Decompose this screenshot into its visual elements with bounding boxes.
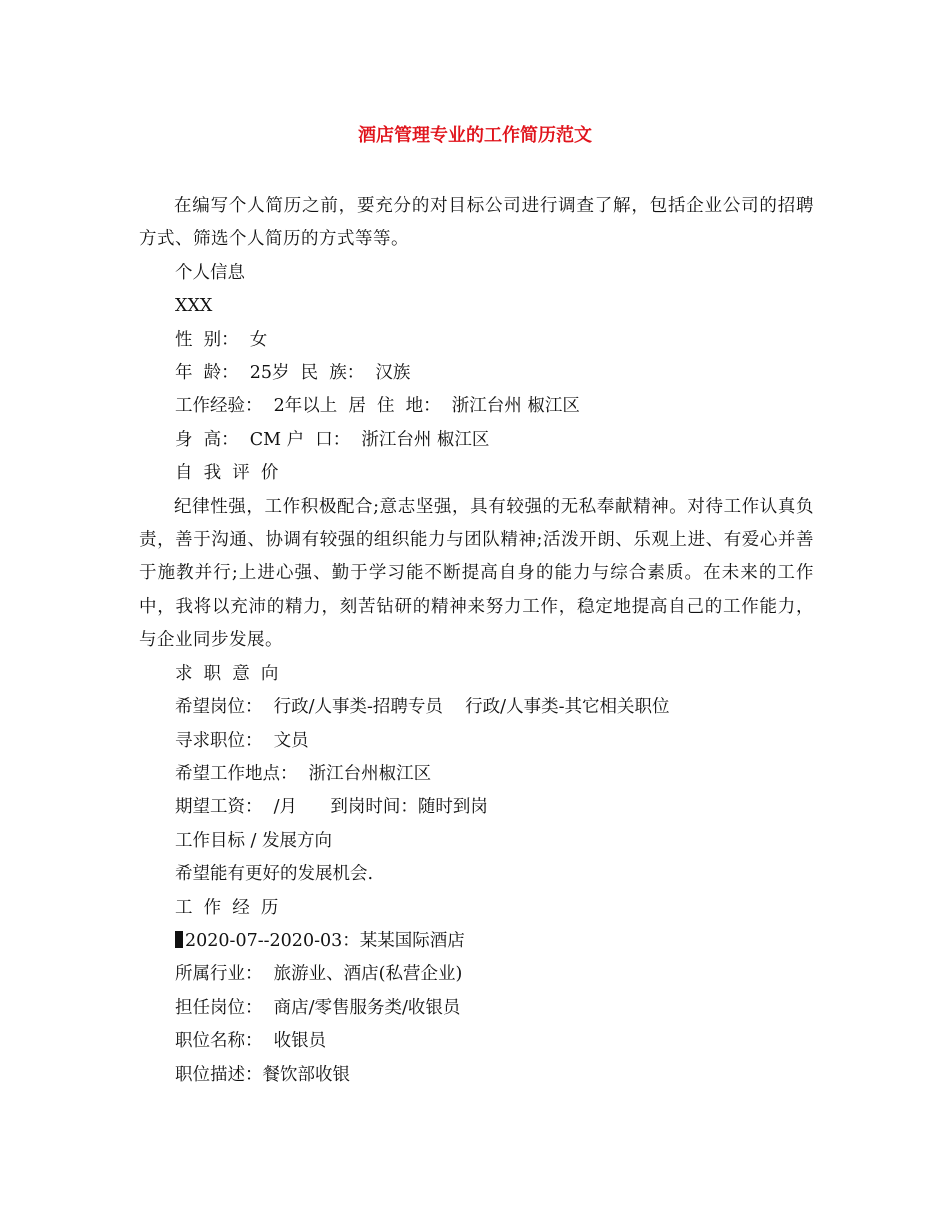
age-line: 年 龄： 25岁 民 族： 汉族 — [175, 363, 411, 384]
experience-line: 工作经验： 2年以上 居 住 地： 浙江台州 椒江区 — [175, 396, 580, 417]
self-eval-paragraph: 纪律性强，工作积极配合;意志坚强，具有较强的无私奉献精神。对待工作认真负责，善于沟通、协调有较强的组织能力与团队精神;活泼开朗、乐观上进、有爱心并善于施教并行;上进心强、勤于学习能不断提高自身的能力与综合素质。在未来的工作中，我将以充沛的精力，刻苦钻研的精神来努力工作，稳定地提高自己的工作能力，与企业同步发展。 — [139, 496, 814, 651]
job-description-line: 职位描述：餐饮部收银 — [175, 1064, 350, 1085]
work-period-line — [139, 925, 814, 958]
salary-line: 期望工资： /月 到岗时间：随时到岗 — [175, 797, 488, 818]
job-intent-heading: 求 职 意 向 — [175, 663, 279, 684]
post-line: 担任岗位： 商店/零售服务类/收银员 — [175, 997, 461, 1018]
desired-position-line: 希望岗位： 行政/人事类-招聘专员 行政/人事类-其它相关职位 — [175, 697, 670, 718]
self-eval-heading: 自 我 评 价 — [175, 463, 279, 484]
bullet-marker — [175, 931, 183, 948]
industry-line: 所属行业： 旅游业、酒店(私营企业) — [175, 964, 463, 985]
work-goal-heading: 工作目标 / 发展方向 — [175, 830, 333, 851]
job-title-line: 职位名称： 收银员 — [175, 1031, 327, 1052]
seek-position-line: 寻求职位： 文员 — [175, 730, 309, 751]
name-line: XXX — [175, 296, 213, 317]
work-goal-text: 希望能有更好的发展机会. — [175, 864, 374, 885]
intro-paragraph: 在编写个人简历之前，要充分的对目标公司进行调查了解，包括企业公司的招聘方式、筛选个人简历的方式等等。 — [139, 196, 814, 250]
gender-line: 性 别： 女 — [175, 329, 268, 350]
document-body — [139, 190, 814, 1092]
work-history-heading: 工 作 经 历 — [175, 897, 279, 918]
document-title: 酒店管理专业的工作简历范文 — [358, 125, 592, 146]
desired-location-line: 希望工作地点： 浙江台州椒江区 — [175, 763, 432, 784]
height-line: 身 高： CM 户 口： 浙江台州 椒江区 — [175, 429, 490, 450]
personal-info-heading: 个人信息 — [175, 262, 245, 283]
work-period-text: 2020-07--2020-03：某某国际酒店 — [185, 930, 465, 951]
